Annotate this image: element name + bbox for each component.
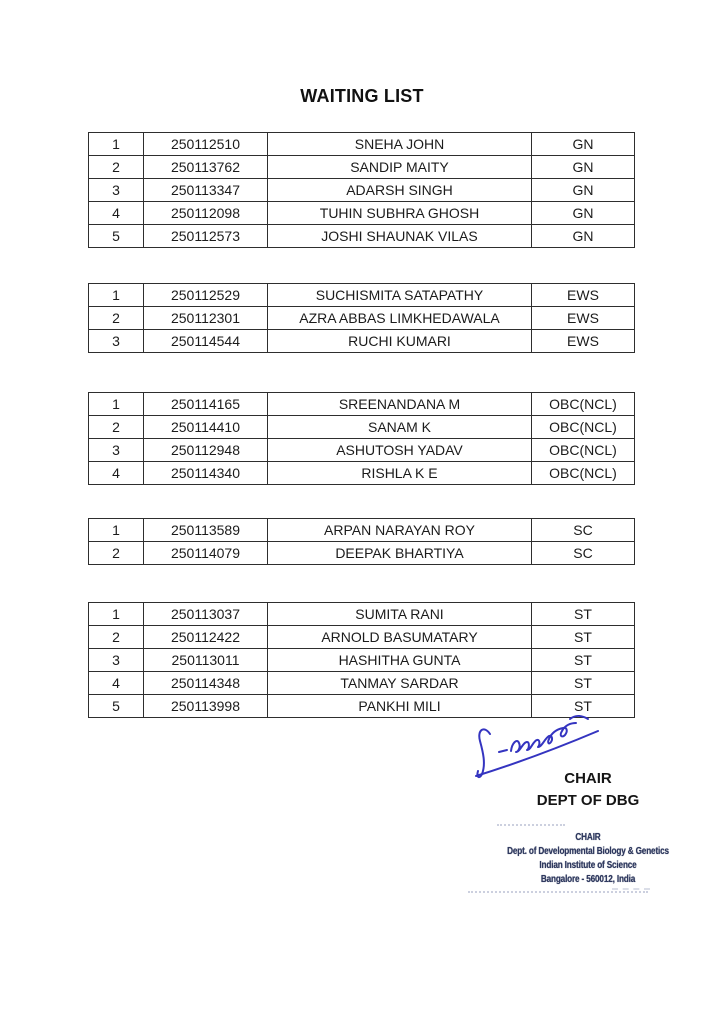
table-row <box>89 439 635 462</box>
stamp-line-city: Bangalore - 560012, India <box>540 874 636 885</box>
roll-number-cell: 250112529 <box>144 284 268 307</box>
roll-number-cell: 250114165 <box>144 393 268 416</box>
name-cell: RUCHI KUMARI <box>268 330 532 353</box>
stamp-edge-top <box>497 824 565 826</box>
table-row <box>89 542 635 565</box>
name-cell: SANDIP MAITY <box>268 156 532 179</box>
name-cell: DEEPAK BHARTIYA <box>268 542 532 565</box>
category-cell: OBC(NCL) <box>532 462 635 485</box>
roll-number-cell: 250113589 <box>144 519 268 542</box>
category-cell: ST <box>532 649 635 672</box>
roll-number-cell: 250112510 <box>144 133 268 156</box>
roll-number-cell: 250112098 <box>144 202 268 225</box>
roll-number-cell: 250113347 <box>144 179 268 202</box>
table-row <box>89 393 635 416</box>
name-cell: AZRA ABBAS LIMKHEDAWALA <box>268 307 532 330</box>
serial-cell: 5 <box>89 695 144 718</box>
serial-cell: 1 <box>89 393 144 416</box>
serial-cell: 2 <box>89 156 144 179</box>
serial-cell: 1 <box>89 519 144 542</box>
serial-cell: 1 <box>89 284 144 307</box>
roll-number-cell: 250114340 <box>144 462 268 485</box>
roll-number-cell: 250113998 <box>144 695 268 718</box>
category-cell: SC <box>532 519 635 542</box>
category-cell: GN <box>532 225 635 248</box>
table-row <box>89 462 635 485</box>
category-cell: GN <box>532 179 635 202</box>
category-cell: OBC(NCL) <box>532 416 635 439</box>
table-row <box>89 307 635 330</box>
name-cell: TANMAY SARDAR <box>268 672 532 695</box>
roll-number-cell: 250113037 <box>144 603 268 626</box>
roll-number-cell: 250113011 <box>144 649 268 672</box>
name-cell: JOSHI SHAUNAK VILAS <box>268 225 532 248</box>
roll-number-cell: 250112422 <box>144 626 268 649</box>
waiting-table-st <box>88 602 635 718</box>
table-row <box>89 202 635 225</box>
waiting-table-obc-ncl <box>88 392 635 485</box>
serial-cell: 3 <box>89 649 144 672</box>
roll-number-cell: 250113762 <box>144 156 268 179</box>
waiting-table-gn <box>88 132 635 248</box>
table-row <box>89 649 635 672</box>
category-cell: GN <box>532 156 635 179</box>
stamp-line-dept: Dept. of Developmental Biology & Genetics <box>507 846 669 857</box>
name-cell: ARNOLD BASUMATARY <box>268 626 532 649</box>
roll-number-cell: 250112301 <box>144 307 268 330</box>
category-cell: OBC(NCL) <box>532 393 635 416</box>
serial-cell: 2 <box>89 542 144 565</box>
signoff-block <box>488 768 688 812</box>
serial-cell: 3 <box>89 439 144 462</box>
stamp-line-chair: CHAIR <box>575 832 601 843</box>
roll-number-cell: 250114544 <box>144 330 268 353</box>
table-row <box>89 156 635 179</box>
roll-number-cell: 250114079 <box>144 542 268 565</box>
office-stamp <box>473 831 703 887</box>
name-cell: SREENANDANA M <box>268 393 532 416</box>
serial-cell: 2 <box>89 416 144 439</box>
category-cell: ST <box>532 695 635 718</box>
category-cell: ST <box>532 626 635 649</box>
name-cell: ADARSH SINGH <box>268 179 532 202</box>
name-cell: HASHITHA GUNTA <box>268 649 532 672</box>
category-cell: GN <box>532 133 635 156</box>
table-row <box>89 519 635 542</box>
table-row <box>89 330 635 353</box>
name-cell: SANAM K <box>268 416 532 439</box>
name-cell: PANKHI MILI <box>268 695 532 718</box>
serial-cell: 1 <box>89 603 144 626</box>
table-row <box>89 133 635 156</box>
waiting-table-sc <box>88 518 635 565</box>
roll-number-cell: 250112573 <box>144 225 268 248</box>
stamp-line-institute: Indian Institute of Science <box>539 860 637 871</box>
category-cell: SC <box>532 542 635 565</box>
name-cell: SUMITA RANI <box>268 603 532 626</box>
name-cell: SNEHA JOHN <box>268 133 532 156</box>
table-row <box>89 284 635 307</box>
name-cell: ARPAN NARAYAN ROY <box>268 519 532 542</box>
category-cell: ST <box>532 672 635 695</box>
serial-cell: 2 <box>89 307 144 330</box>
table-row <box>89 416 635 439</box>
name-cell: RISHLA K E <box>268 462 532 485</box>
category-cell: ST <box>532 603 635 626</box>
waiting-table-ews <box>88 283 635 353</box>
roll-number-cell: 250114348 <box>144 672 268 695</box>
serial-cell: 4 <box>89 672 144 695</box>
category-cell: OBC(NCL) <box>532 439 635 462</box>
serial-cell: 4 <box>89 202 144 225</box>
serial-cell: 3 <box>89 179 144 202</box>
name-cell: TUHIN SUBHRA GHOSH <box>268 202 532 225</box>
signoff-chair: CHAIR <box>564 770 612 787</box>
serial-cell: 1 <box>89 133 144 156</box>
table-row <box>89 626 635 649</box>
table-row <box>89 672 635 695</box>
page-title: WAITING LIST <box>300 86 424 106</box>
signoff-dept: DEPT OF DBG <box>536 792 640 809</box>
roll-number-cell: 250114410 <box>144 416 268 439</box>
serial-cell: 4 <box>89 462 144 485</box>
table-row <box>89 225 635 248</box>
serial-cell: 2 <box>89 626 144 649</box>
serial-cell: 3 <box>89 330 144 353</box>
serial-cell: 5 <box>89 225 144 248</box>
table-row <box>89 603 635 626</box>
category-cell: EWS <box>532 307 635 330</box>
category-cell: GN <box>532 202 635 225</box>
table-row <box>89 179 635 202</box>
stamp-edge-bottom <box>468 891 648 893</box>
category-cell: EWS <box>532 284 635 307</box>
category-cell: EWS <box>532 330 635 353</box>
roll-number-cell: 250112948 <box>144 439 268 462</box>
name-cell: SUCHISMITA SATAPATHY <box>268 284 532 307</box>
name-cell: ASHUTOSH YADAV <box>268 439 532 462</box>
stamp-edge-bottom-right <box>612 888 650 890</box>
